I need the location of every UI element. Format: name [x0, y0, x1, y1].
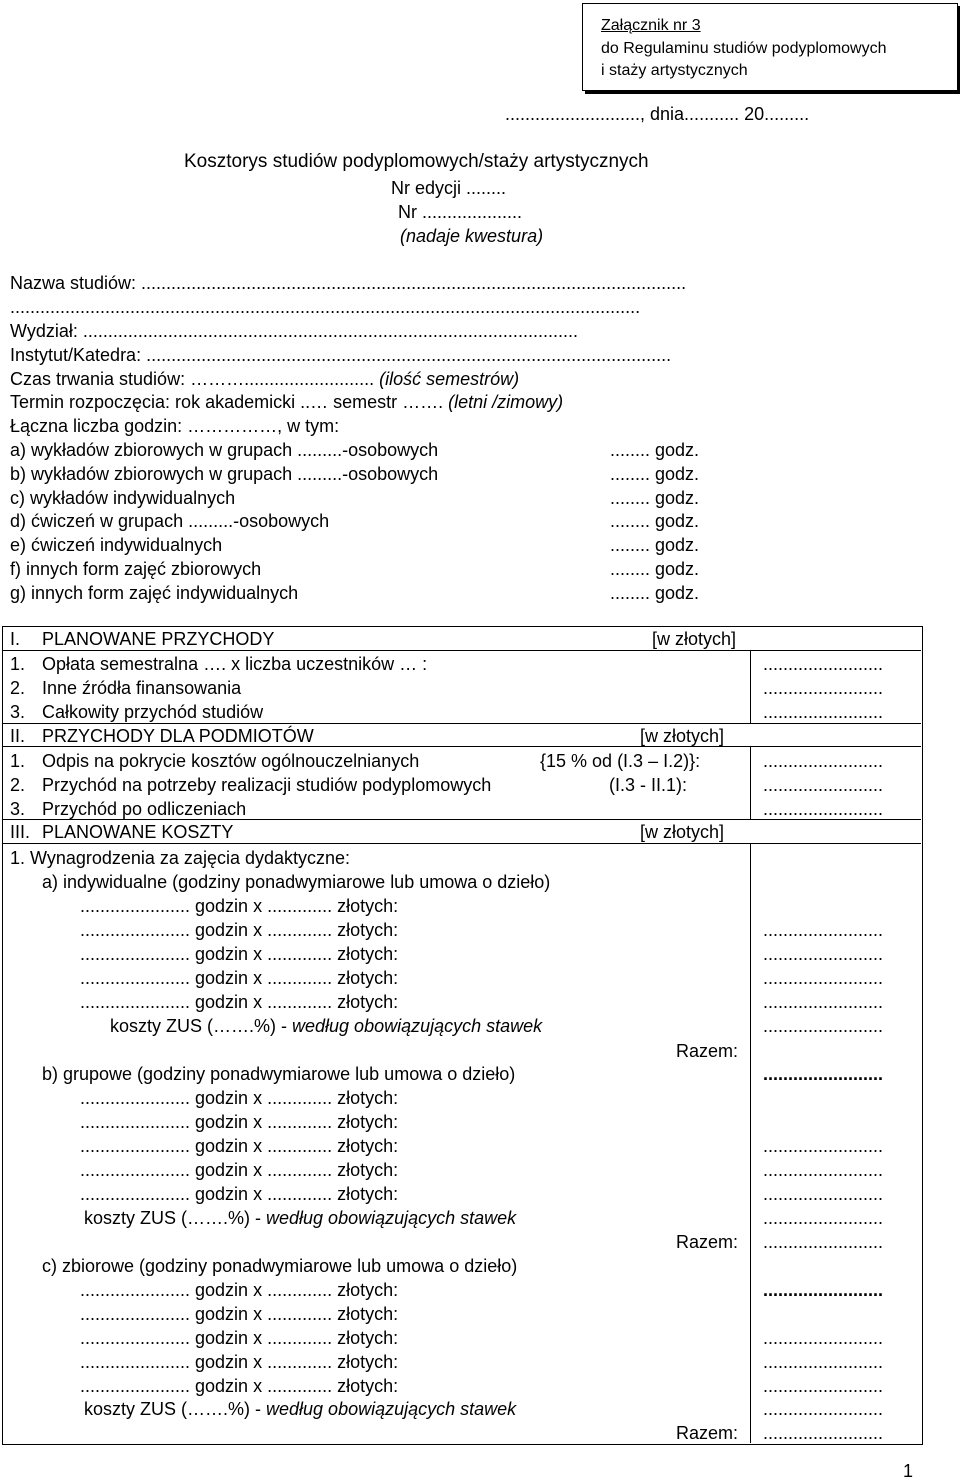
calc-value: ........................: [763, 968, 884, 988]
row-number: 2.: [10, 775, 26, 795]
calc-line: ...................... godzin x ............. złotych:: [80, 1160, 399, 1180]
hours-item-value: ........ godz.: [610, 511, 700, 531]
hours-item-label: c) wykładów indywidualnych: [10, 488, 236, 508]
razem-label: Razem:: [676, 1232, 739, 1252]
hours-item-label: f) innych form zajęć zbiorowych: [10, 559, 262, 579]
hours-item-value: ........ godz.: [610, 440, 700, 460]
row-number: 1.: [10, 654, 26, 674]
field-instytut: Instytut/Katedra: .........................................................................................................: [10, 345, 672, 365]
field-wydzial: Wydział: ...................................................................................................: [10, 321, 578, 341]
document-number: Nr ....................: [398, 202, 523, 222]
row-label: Całkowity przychód studiów: [42, 702, 264, 722]
zus-note: według obowiązujących stawek: [292, 1016, 543, 1036]
row-number: 2.: [10, 678, 26, 698]
section-2-unit: [w złotych]: [640, 726, 725, 746]
field-nazwa: Nazwa studiów: .............................................................................................................: [10, 273, 687, 293]
table-divider: [2, 843, 921, 844]
calc-value: ........................: [763, 1376, 884, 1396]
calc-line: ...................... godzin x ............. złotych:: [80, 992, 399, 1012]
attachment-line-3: i staży artystycznych: [601, 62, 748, 79]
row-value: ........................: [763, 799, 884, 819]
costs-item-1: 1. Wynagrodzenia za zajęcia dydaktyczne:: [10, 848, 351, 868]
table-column-divider: [750, 650, 751, 723]
razem-label: Razem:: [676, 1423, 739, 1443]
row-label: Odpis na pokrycie kosztów ogólnouczelnianych: [42, 751, 420, 771]
zus-label: koszty ZUS (…….%) -: [84, 1399, 267, 1419]
zus-note: według obowiązujących stawek: [266, 1208, 517, 1228]
edition-number: Nr edycji ........: [391, 178, 507, 198]
calc-line: ...................... godzin x ............. złotych:: [80, 1352, 399, 1372]
section-3-title: PLANOWANE KOSZTY: [42, 822, 234, 842]
attachment-line-1: Załącznik nr 3: [601, 17, 701, 34]
calc-line: ...................... godzin x ............. złotych:: [80, 1304, 399, 1324]
row-value: ........................: [763, 702, 884, 722]
calc-value: ........................: [763, 1016, 884, 1036]
calc-line: ...................... godzin x ............. złotych:: [80, 1112, 399, 1132]
row-number: 3.: [10, 702, 26, 722]
calc-value: ........................: [763, 1423, 884, 1443]
field-nazwa-cont: ..............................................................................................................................: [10, 297, 641, 317]
field-czas-label: Czas trwania studiów: ………..........................: [10, 369, 380, 389]
table-divider: [2, 650, 921, 651]
razem-label: Razem:: [676, 1041, 739, 1061]
row-value: ........................: [763, 654, 884, 674]
field-termin-note: (letni /zimowy): [448, 392, 564, 412]
calc-line: ...................... godzin x ............. złotych:: [80, 920, 399, 940]
calc-value: ........................: [763, 1280, 884, 1300]
field-czas: [10, 368, 519, 390]
zus-label: koszty ZUS (…….%) -: [84, 1208, 267, 1228]
field-czas-note: (ilość semestrów): [379, 369, 520, 389]
calc-value: ........................: [763, 1136, 884, 1156]
section-1-unit: [w złotych]: [652, 629, 737, 649]
field-laczna: Łączna liczba godzin: ……………, w tym:: [10, 416, 340, 436]
calc-line: ...................... godzin x ............. złotych:: [80, 1136, 399, 1156]
group-label: b) grupowe (godziny ponadwymiarowe lub umowa o dzieło): [42, 1064, 516, 1084]
zus-note: według obowiązujących stawek: [266, 1399, 517, 1419]
calc-line: ...................... godzin x ............. złotych:: [80, 1184, 399, 1204]
row-number: 3.: [10, 799, 26, 819]
calc-line: ...................... godzin x ............. złotych:: [80, 896, 399, 916]
hours-item-value: ........ godz.: [610, 559, 700, 579]
row-label: Przychód po odliczeniach: [42, 799, 247, 819]
zus-line: [84, 1207, 516, 1229]
field-termin-label: Termin rozpoczęcia: rok akademicki ..… semestr …….: [10, 392, 449, 412]
calc-value: ........................: [763, 1399, 884, 1419]
row-formula: (I.3 - II.1):: [609, 775, 688, 795]
calc-value: ........................: [763, 1352, 884, 1372]
row-value: ........................: [763, 678, 884, 698]
hours-item-label: a) wykładów zbiorowych w grupach .........-osobowych: [10, 440, 439, 460]
page-number: 1: [903, 1461, 914, 1481]
row-value: ........................: [763, 775, 884, 795]
calc-value: ........................: [763, 992, 884, 1012]
calc-line: ...................... godzin x ............. złotych:: [80, 944, 399, 964]
group-label: a) indywidualne (godziny ponadwymiarowe lub umowa o dzieło): [42, 872, 551, 892]
zus-line: [110, 1015, 542, 1037]
table-column-divider: [750, 843, 751, 1443]
row-label: Inne źródła finansowania: [42, 678, 242, 698]
row-number: 1.: [10, 751, 26, 771]
calc-value: ........................: [763, 1232, 884, 1252]
hours-item-value: ........ godz.: [610, 535, 700, 555]
hours-item-value: ........ godz.: [610, 583, 700, 603]
calc-line: ...................... godzin x ............. złotych:: [80, 1328, 399, 1348]
attachment-box: [582, 3, 958, 91]
calc-value: ........................: [763, 1208, 884, 1228]
hours-item-label: g) innych form zajęć indywidualnych: [10, 583, 299, 603]
row-value: ........................: [763, 751, 884, 771]
field-termin: [10, 391, 563, 413]
zus-line: [84, 1398, 516, 1420]
calc-line: ...................... godzin x ............. złotych:: [80, 968, 399, 988]
hours-item-label: d) ćwiczeń w grupach .........-osobowych: [10, 511, 330, 531]
calc-line: ...................... godzin x ............. złotych:: [80, 1376, 399, 1396]
calc-value: ........................: [763, 944, 884, 964]
hours-item-label: e) ćwiczeń indywidualnych: [10, 535, 223, 555]
zus-label: koszty ZUS (…….%) -: [110, 1016, 293, 1036]
section-3-number: III.: [10, 822, 31, 842]
calc-line: ...................... godzin x ............. złotych:: [80, 1088, 399, 1108]
section-2-title: PRZYCHODY DLA PODMIOTÓW: [42, 726, 314, 746]
section-2-number: II.: [10, 726, 26, 746]
calc-value: ........................: [763, 1328, 884, 1348]
hours-item-value: ........ godz.: [610, 464, 700, 484]
number-note: (nadaje kwestura): [400, 226, 544, 246]
hours-item-value: ........ godz.: [610, 488, 700, 508]
row-label: Opłata semestralna …. x liczba uczestników … :: [42, 654, 428, 674]
document-title: Kosztorys studiów podyplomowych/staży artystycznych: [184, 151, 649, 172]
calc-value: ........................: [763, 1064, 884, 1084]
section-1-number: I.: [10, 629, 21, 649]
row-label: Przychód na potrzeby realizacji studiów podyplomowych: [42, 775, 492, 795]
calc-line: ...................... godzin x ............. złotych:: [80, 1280, 399, 1300]
calc-value: ........................: [763, 1160, 884, 1180]
date-line: ..........................., dnia........... 20.........: [505, 104, 810, 124]
table-divider: [2, 723, 921, 724]
calc-value: ........................: [763, 920, 884, 940]
section-3-unit: [w złotych]: [640, 822, 725, 842]
hours-item-label: b) wykładów zbiorowych w grupach .........-osobowych: [10, 464, 439, 484]
group-label: c) zbiorowe (godziny ponadwymiarowe lub umowa o dzieło): [42, 1256, 518, 1276]
section-1-title: PLANOWANE PRZYCHODY: [42, 629, 275, 649]
attachment-line-2: do Regulaminu studiów podyplomowych: [601, 40, 887, 57]
row-formula: {15 % od (I.3 – I.2)}:: [540, 751, 701, 771]
table-column-divider: [750, 746, 751, 819]
calc-value: ........................: [763, 1184, 884, 1204]
